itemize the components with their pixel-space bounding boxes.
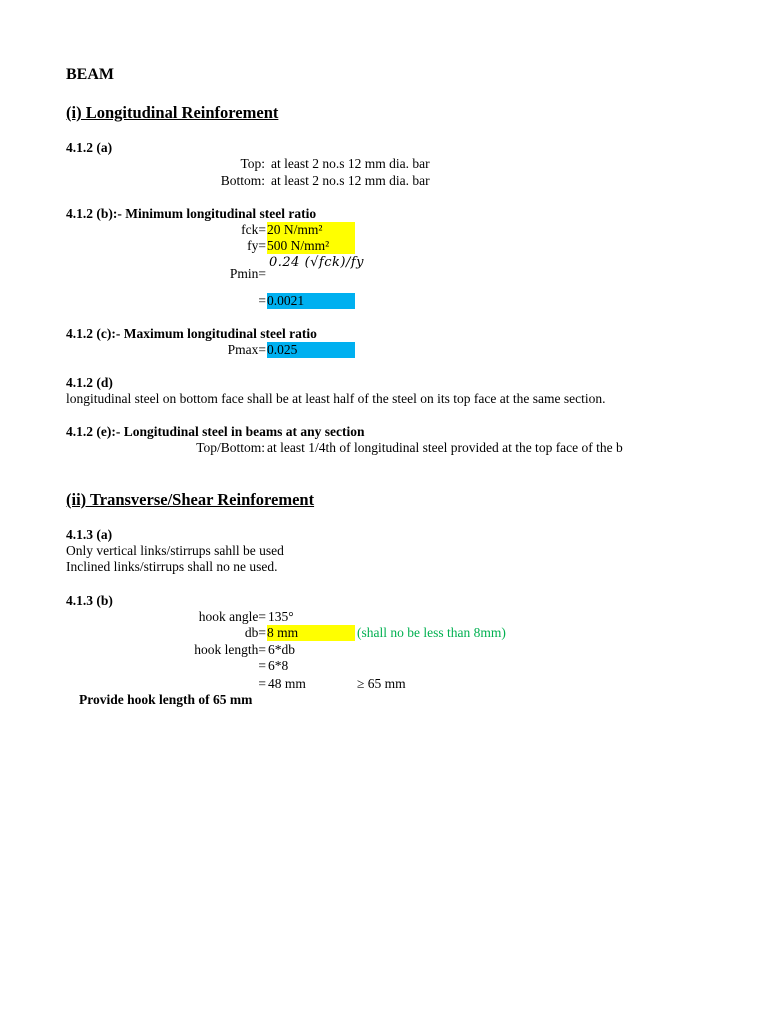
- pmin-equals: =: [258, 293, 266, 308]
- pmin-value: 0.0021: [267, 293, 355, 309]
- pmax-value: 0.025: [267, 342, 355, 358]
- fck-label: fck=: [241, 222, 266, 237]
- top-text: at least 2 no.s 12 mm dia. bar: [271, 156, 430, 171]
- clause-label-412d: 4.1.2 (d): [66, 375, 113, 390]
- fy-value: 500 N/mm²: [267, 238, 355, 254]
- db-note: (shall no be less than 8mm): [357, 625, 506, 640]
- clause-label-412c: 4.1.2 (c):- Maximum longitudinal steel ratio: [66, 326, 317, 341]
- clause-413a-line2: Inclined links/stirrups shall no ne used.: [66, 559, 278, 574]
- db-value: 8 mm: [267, 625, 355, 641]
- bottom-text: at least 2 no.s 12 mm dia. bar: [271, 173, 430, 188]
- provide-hook-length: Provide hook length of 65 mm: [79, 692, 253, 707]
- calc2-value: 48 mm: [268, 676, 306, 691]
- bottom-label: Bottom:: [220, 173, 265, 188]
- pmin-label: Pmin=: [229, 266, 266, 281]
- hook-angle-value: 135°: [268, 609, 294, 624]
- hook-length-compare: ≥ 65 mm: [357, 676, 406, 691]
- clause-label-413b: 4.1.3 (b): [66, 593, 113, 608]
- fck-value: 20 N/mm²: [267, 222, 355, 238]
- clause-413a-line1: Only vertical links/stirrups sahll be used: [66, 543, 284, 558]
- clause-412d-text: longitudinal steel on bottom face shall be at least half of the steel on its top face at the same section.: [66, 391, 606, 406]
- calc2-equals: =: [258, 676, 266, 691]
- fy-label: fy=: [247, 238, 266, 253]
- clause-label-412b: 4.1.2 (b):- Minimum longitudinal steel ratio: [66, 206, 317, 221]
- hook-angle-label: hook angle=: [198, 609, 266, 624]
- section-heading-longitudinal: (i) Longitudinal Reinforement: [66, 103, 279, 122]
- top-bottom-label: Top/Bottom:: [196, 440, 265, 455]
- clause-label-412e: 4.1.2 (e):- Longitudinal steel in beams at any section: [66, 424, 365, 439]
- pmin-formula: 0.24 (√fck)/fy: [269, 255, 365, 270]
- pmax-label: Pmax=: [227, 342, 266, 357]
- hook-length-label: hook length=: [194, 642, 266, 657]
- clause-label-412a: 4.1.2 (a): [66, 140, 113, 155]
- top-label: Top:: [240, 156, 265, 171]
- section-heading-transverse: (ii) Transverse/Shear Reinforement: [66, 490, 315, 509]
- hook-length-value: 6*db: [268, 642, 295, 657]
- page-title: BEAM: [66, 66, 114, 83]
- calc1-value: 6*8: [268, 658, 289, 673]
- clause-label-413a: 4.1.3 (a): [66, 527, 113, 542]
- calc1-equals: =: [258, 658, 266, 673]
- db-label: db=: [244, 625, 266, 640]
- top-bottom-text: at least 1/4th of longitudinal steel provided at the top face of the b: [267, 440, 623, 455]
